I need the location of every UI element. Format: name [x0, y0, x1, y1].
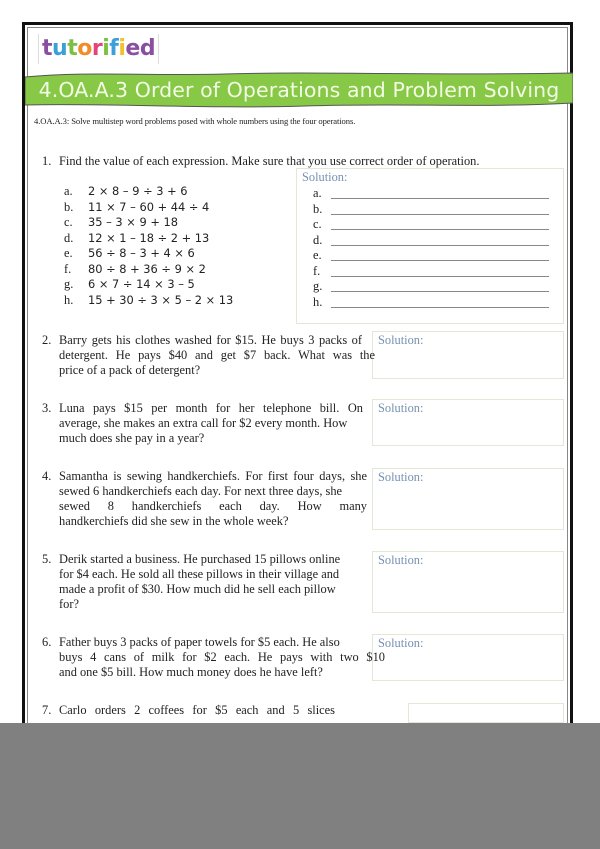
answer-line[interactable] [331, 214, 549, 215]
question-line: Derik started a business. He purchased 15 pillows online [59, 552, 341, 566]
answer-line[interactable] [331, 307, 549, 308]
expression-letter: d. [64, 230, 74, 245]
answer-row[interactable] [313, 233, 553, 249]
answer-row[interactable] [313, 186, 553, 202]
question-text [59, 552, 359, 612]
standard-description: 4.OA.A.3: Solve multistep word problems posed with whole numbers using the four operations. [34, 116, 356, 126]
answer-letter: b. [313, 201, 323, 216]
answer-line[interactable] [331, 291, 549, 292]
question-text [59, 635, 385, 680]
question-line: for? [59, 597, 79, 611]
question-line: much does she pay in a year? [59, 431, 205, 445]
question-line: buys 4 cans of milk for $2 each. He pays with two $10 [59, 650, 385, 664]
expression-value: 2 × 8 – 9 ÷ 3 + 6 [88, 184, 188, 198]
expression-letter: e. [64, 246, 73, 260]
expression-value: 12 × 1 – 18 ÷ 2 + 13 [88, 230, 210, 245]
question-line: Carlo orders 2 coffees for $5 each and 5 slices [59, 703, 335, 717]
solution-box-q3[interactable] [372, 399, 564, 446]
expression-letter: g. [64, 277, 74, 291]
question-number: 3. [42, 401, 52, 415]
logo-letter: i [118, 36, 126, 61]
expression-value: 15 + 30 ÷ 3 × 5 – 2 × 13 [88, 292, 234, 307]
question-text [59, 333, 375, 378]
question-line: sewed 8 handkerchiefs each day. How many [59, 499, 367, 513]
question-number: 7. [42, 703, 52, 717]
logo-letter: t [42, 36, 53, 61]
question-line: handkerchiefs did she sew in the whole week? [59, 514, 289, 528]
answer-letter: e. [313, 248, 322, 262]
answer-line[interactable] [331, 276, 549, 277]
solution-label: Solution: [378, 333, 424, 347]
question-prompt: Find the value of each expression. Make sure that you use correct order of operation. [59, 154, 480, 168]
question-text [59, 469, 367, 529]
gray-overlay [0, 723, 600, 849]
question-line: average, she makes an extra call for $2 every month. How [59, 416, 348, 430]
expression-letter: b. [64, 199, 74, 214]
page-title: 4.OA.A.3 Order of Operations and Problem Solving [38, 78, 560, 102]
question-number: 1. [42, 154, 52, 168]
question-line: Father buys 3 packs of paper towels for $5 each. He also [59, 635, 340, 649]
answer-row[interactable] [313, 248, 553, 264]
question-line: and one $5 bill. How much money does he have left? [59, 665, 323, 679]
solution-label: Solution: [378, 553, 424, 567]
logo-letter: t [67, 36, 78, 61]
answer-line[interactable] [331, 245, 549, 246]
expression-value: 80 ÷ 8 + 36 ÷ 9 × 2 [88, 261, 206, 276]
expression-value: 11 × 7 – 60 + 44 ÷ 4 [88, 199, 210, 214]
question-line: made a profit of $30. How much did he sell each pillow [59, 582, 336, 596]
answer-letter: h. [313, 294, 323, 309]
expression-letter: h. [64, 292, 74, 307]
question-number: 5. [42, 552, 52, 566]
question-number: 4. [42, 469, 52, 483]
answer-letter: d. [313, 232, 323, 247]
answer-line[interactable] [331, 229, 549, 230]
answer-line[interactable] [331, 198, 549, 199]
logo-letter: f [109, 36, 119, 61]
expression-letter: f. [64, 261, 72, 276]
expression-letter: c. [64, 215, 73, 229]
expression-value: 35 – 3 × 9 + 18 [88, 215, 178, 229]
question-text [59, 703, 335, 718]
solution-label: Solution: [378, 470, 424, 484]
solution-label: Solution: [302, 170, 348, 184]
question-line: sewed 6 handkerchiefs each day. For next three days, she [59, 484, 343, 498]
title-banner [25, 71, 573, 109]
solution-label: Solution: [378, 401, 424, 415]
answer-row[interactable] [313, 202, 553, 218]
question-line: Barry gets his clothes washed for $15. He buys 3 packs of [59, 333, 362, 347]
answer-letter: a. [313, 186, 322, 200]
logo-letter: u [52, 36, 68, 61]
logo-letter: o [77, 36, 92, 61]
logo-letter: e [125, 36, 140, 61]
question-number: 2. [42, 333, 52, 347]
answer-letter: f. [313, 263, 321, 278]
logo-letter: r [91, 36, 103, 61]
answer-row[interactable] [313, 264, 553, 280]
question-line: detergent. He pays $40 and get $7 back. What was the [59, 348, 375, 362]
answer-letter: c. [313, 217, 322, 231]
solution-box-q1[interactable] [296, 168, 564, 324]
answer-letter: g. [313, 279, 323, 293]
question-number: 6. [42, 635, 52, 649]
solution-label: Solution: [378, 636, 424, 650]
answer-row[interactable] [313, 217, 553, 233]
question-text [59, 401, 363, 446]
tutorified-logo [38, 34, 159, 64]
question-line: for $4 each. He sold all these pillows in their village and [59, 567, 340, 581]
solution-box-q6[interactable] [372, 634, 564, 681]
solution-box-q7[interactable] [408, 703, 564, 723]
question-line: Luna pays $15 per month for her telephone bill. On [59, 401, 363, 415]
answer-row[interactable] [313, 279, 553, 295]
solution-box-q2[interactable] [372, 331, 564, 379]
question-line: price of a pack of detergent? [59, 363, 201, 377]
answer-row[interactable] [313, 295, 553, 311]
logo-letter: i [102, 36, 110, 61]
logo-letter: d [139, 36, 156, 61]
expression-value: 56 ÷ 8 – 3 + 4 × 6 [88, 246, 195, 260]
solution-box-q4[interactable] [372, 468, 564, 530]
answer-line[interactable] [331, 260, 549, 261]
expression-letter: a. [64, 184, 73, 198]
solution-box-q5[interactable] [372, 551, 564, 613]
question-line: Samantha is sewing handkerchiefs. For first four days, she [59, 469, 367, 483]
expression-value: 6 × 7 ÷ 14 × 3 – 5 [88, 277, 195, 291]
